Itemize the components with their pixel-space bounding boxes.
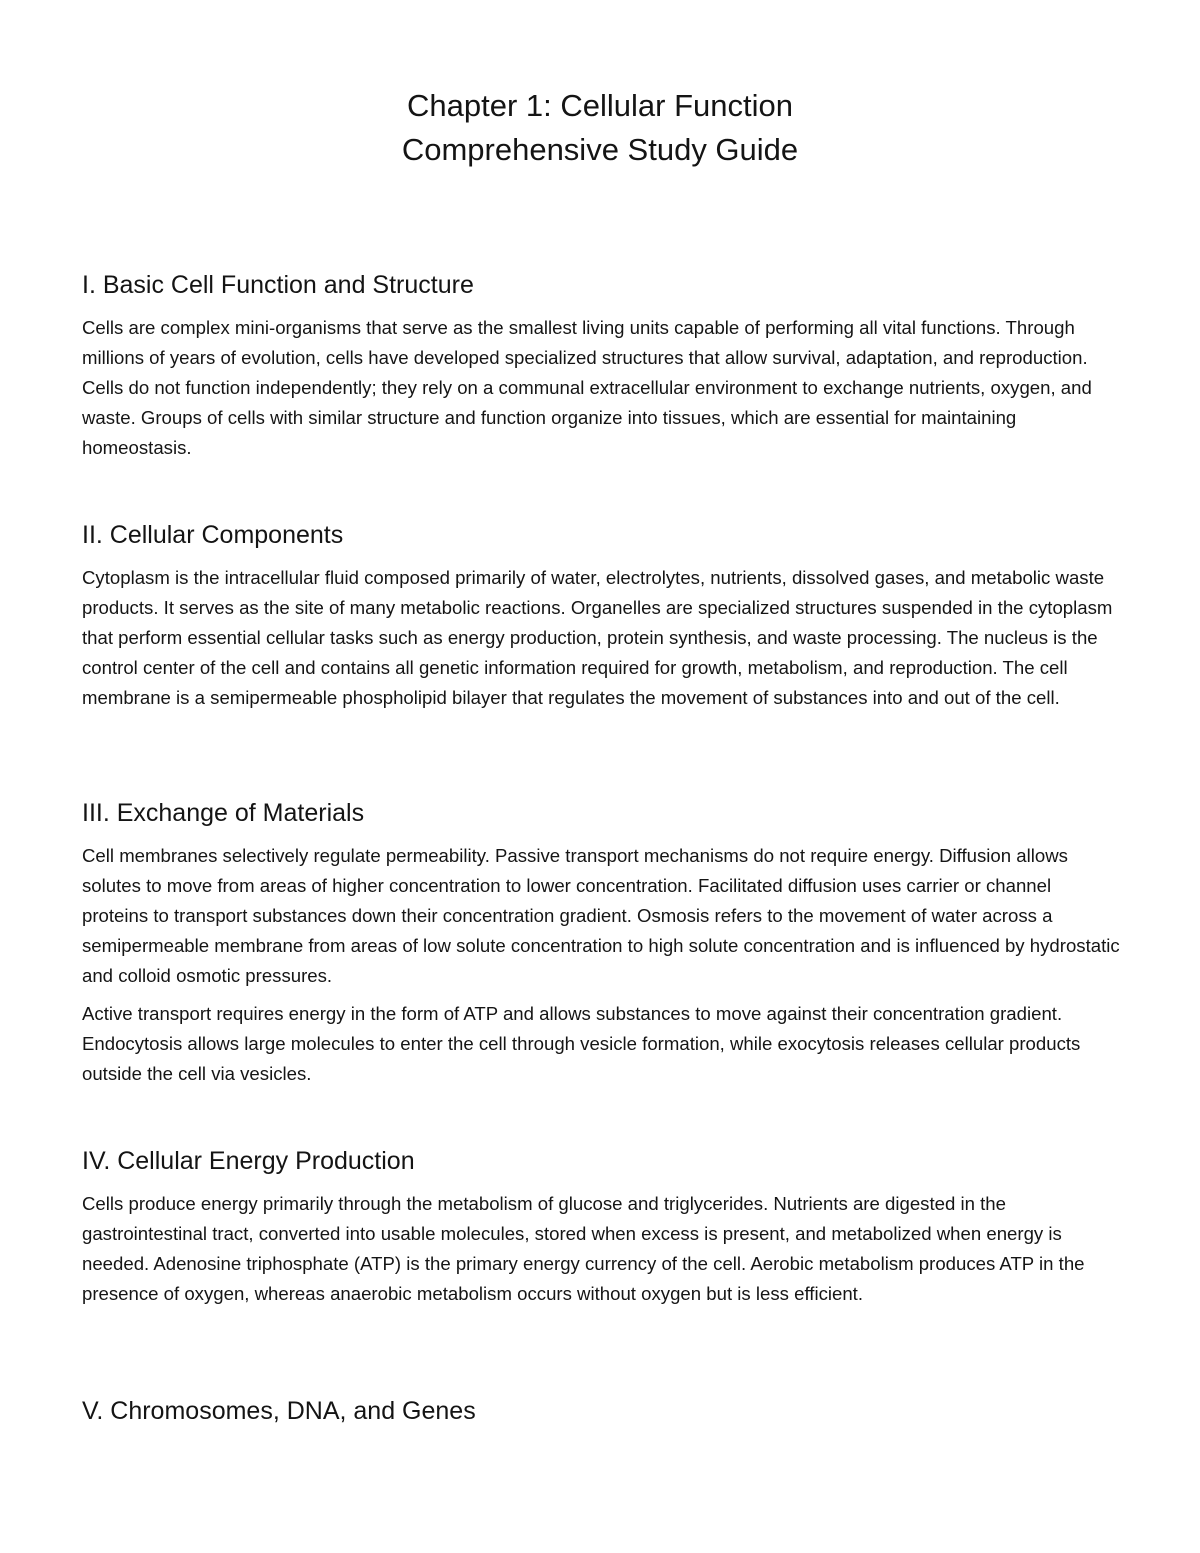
- section-paragraph: Cells are complex mini-organisms that serve as the smallest living units capable of performing all vital functions. Through millions of years of evolution, cells have developed specialized structures that allow survival, adaptation, and reproduction. Cells do not function independently; they rely on a communal extracellular environment to exchange nutrients, oxygen, and waste. Groups of cells with similar structure and function organize into tissues, which are essential for maintaining homeostasis.: [82, 317, 1092, 458]
- section-heading: I. Basic Cell Function and Structure: [82, 271, 474, 299]
- section-cellular-energy-production: [82, 1145, 1122, 1309]
- document-title: [0, 84, 1200, 172]
- section-exchange-of-materials: [82, 797, 1122, 1089]
- section-heading: IV. Cellular Energy Production: [82, 1147, 415, 1175]
- title-line-2: Comprehensive Study Guide: [401, 132, 799, 167]
- section-chromosomes-dna-genes: [82, 1395, 1122, 1427]
- section-heading: II. Cellular Components: [82, 521, 344, 549]
- section-heading: III. Exchange of Materials: [82, 799, 365, 827]
- section-paragraph: Cytoplasm is the intracellular fluid composed primarily of water, electrolytes, nutrients, dissolved gases, and metabolic waste products. It serves as the site of many metabolic reactions. Organelles are specialized structures suspended in the cytoplasm that perform essential cellular tasks such as energy production, protein synthesis, and waste processing. The nucleus is the control center of the cell and contains all genetic information required for growth, metabolism, and reproduction. The cell membrane is a semipermeable phospholipid bilayer that regulates the movement of substances into and out of the cell.: [82, 567, 1113, 708]
- section-heading: V. Chromosomes, DNA, and Genes: [82, 1397, 476, 1425]
- section-paragraph: Active transport requires energy in the form of ATP and allows substances to move against their concentration gradient. Endocytosis allows large molecules to enter the cell through vesicle formation, while exocytosis releases cellular products outside the cell via vesicles.: [82, 1003, 1081, 1084]
- section-cellular-components: [82, 519, 1122, 713]
- title-line-1: Chapter 1: Cellular Function: [407, 88, 793, 123]
- section-basic-cell-function: [82, 269, 1122, 463]
- section-paragraph: Cell membranes selectively regulate permeability. Passive transport mechanisms do not require energy. Diffusion allows solutes to move from areas of higher concentration to lower concentration. Facilitated diffusion uses carrier or channel proteins to transport substances down their concentration gradient. Osmosis refers to the movement of water across a semipermeable membrane from areas of low solute concentration to high solute concentration and is influenced by hydrostatic and colloid osmotic pressures.: [82, 845, 1120, 986]
- section-paragraph: Cells produce energy primarily through the metabolism of glucose and triglycerides. Nutrients are digested in the gastrointestinal tract, converted into usable molecules, stored when excess is present, and metabolized when energy is needed. Adenosine triphosphate (ATP) is the primary energy currency of the cell. Aerobic metabolism produces ATP in the presence of oxygen, whereas anaerobic metabolism occurs without oxygen but is less efficient.: [82, 1193, 1085, 1304]
